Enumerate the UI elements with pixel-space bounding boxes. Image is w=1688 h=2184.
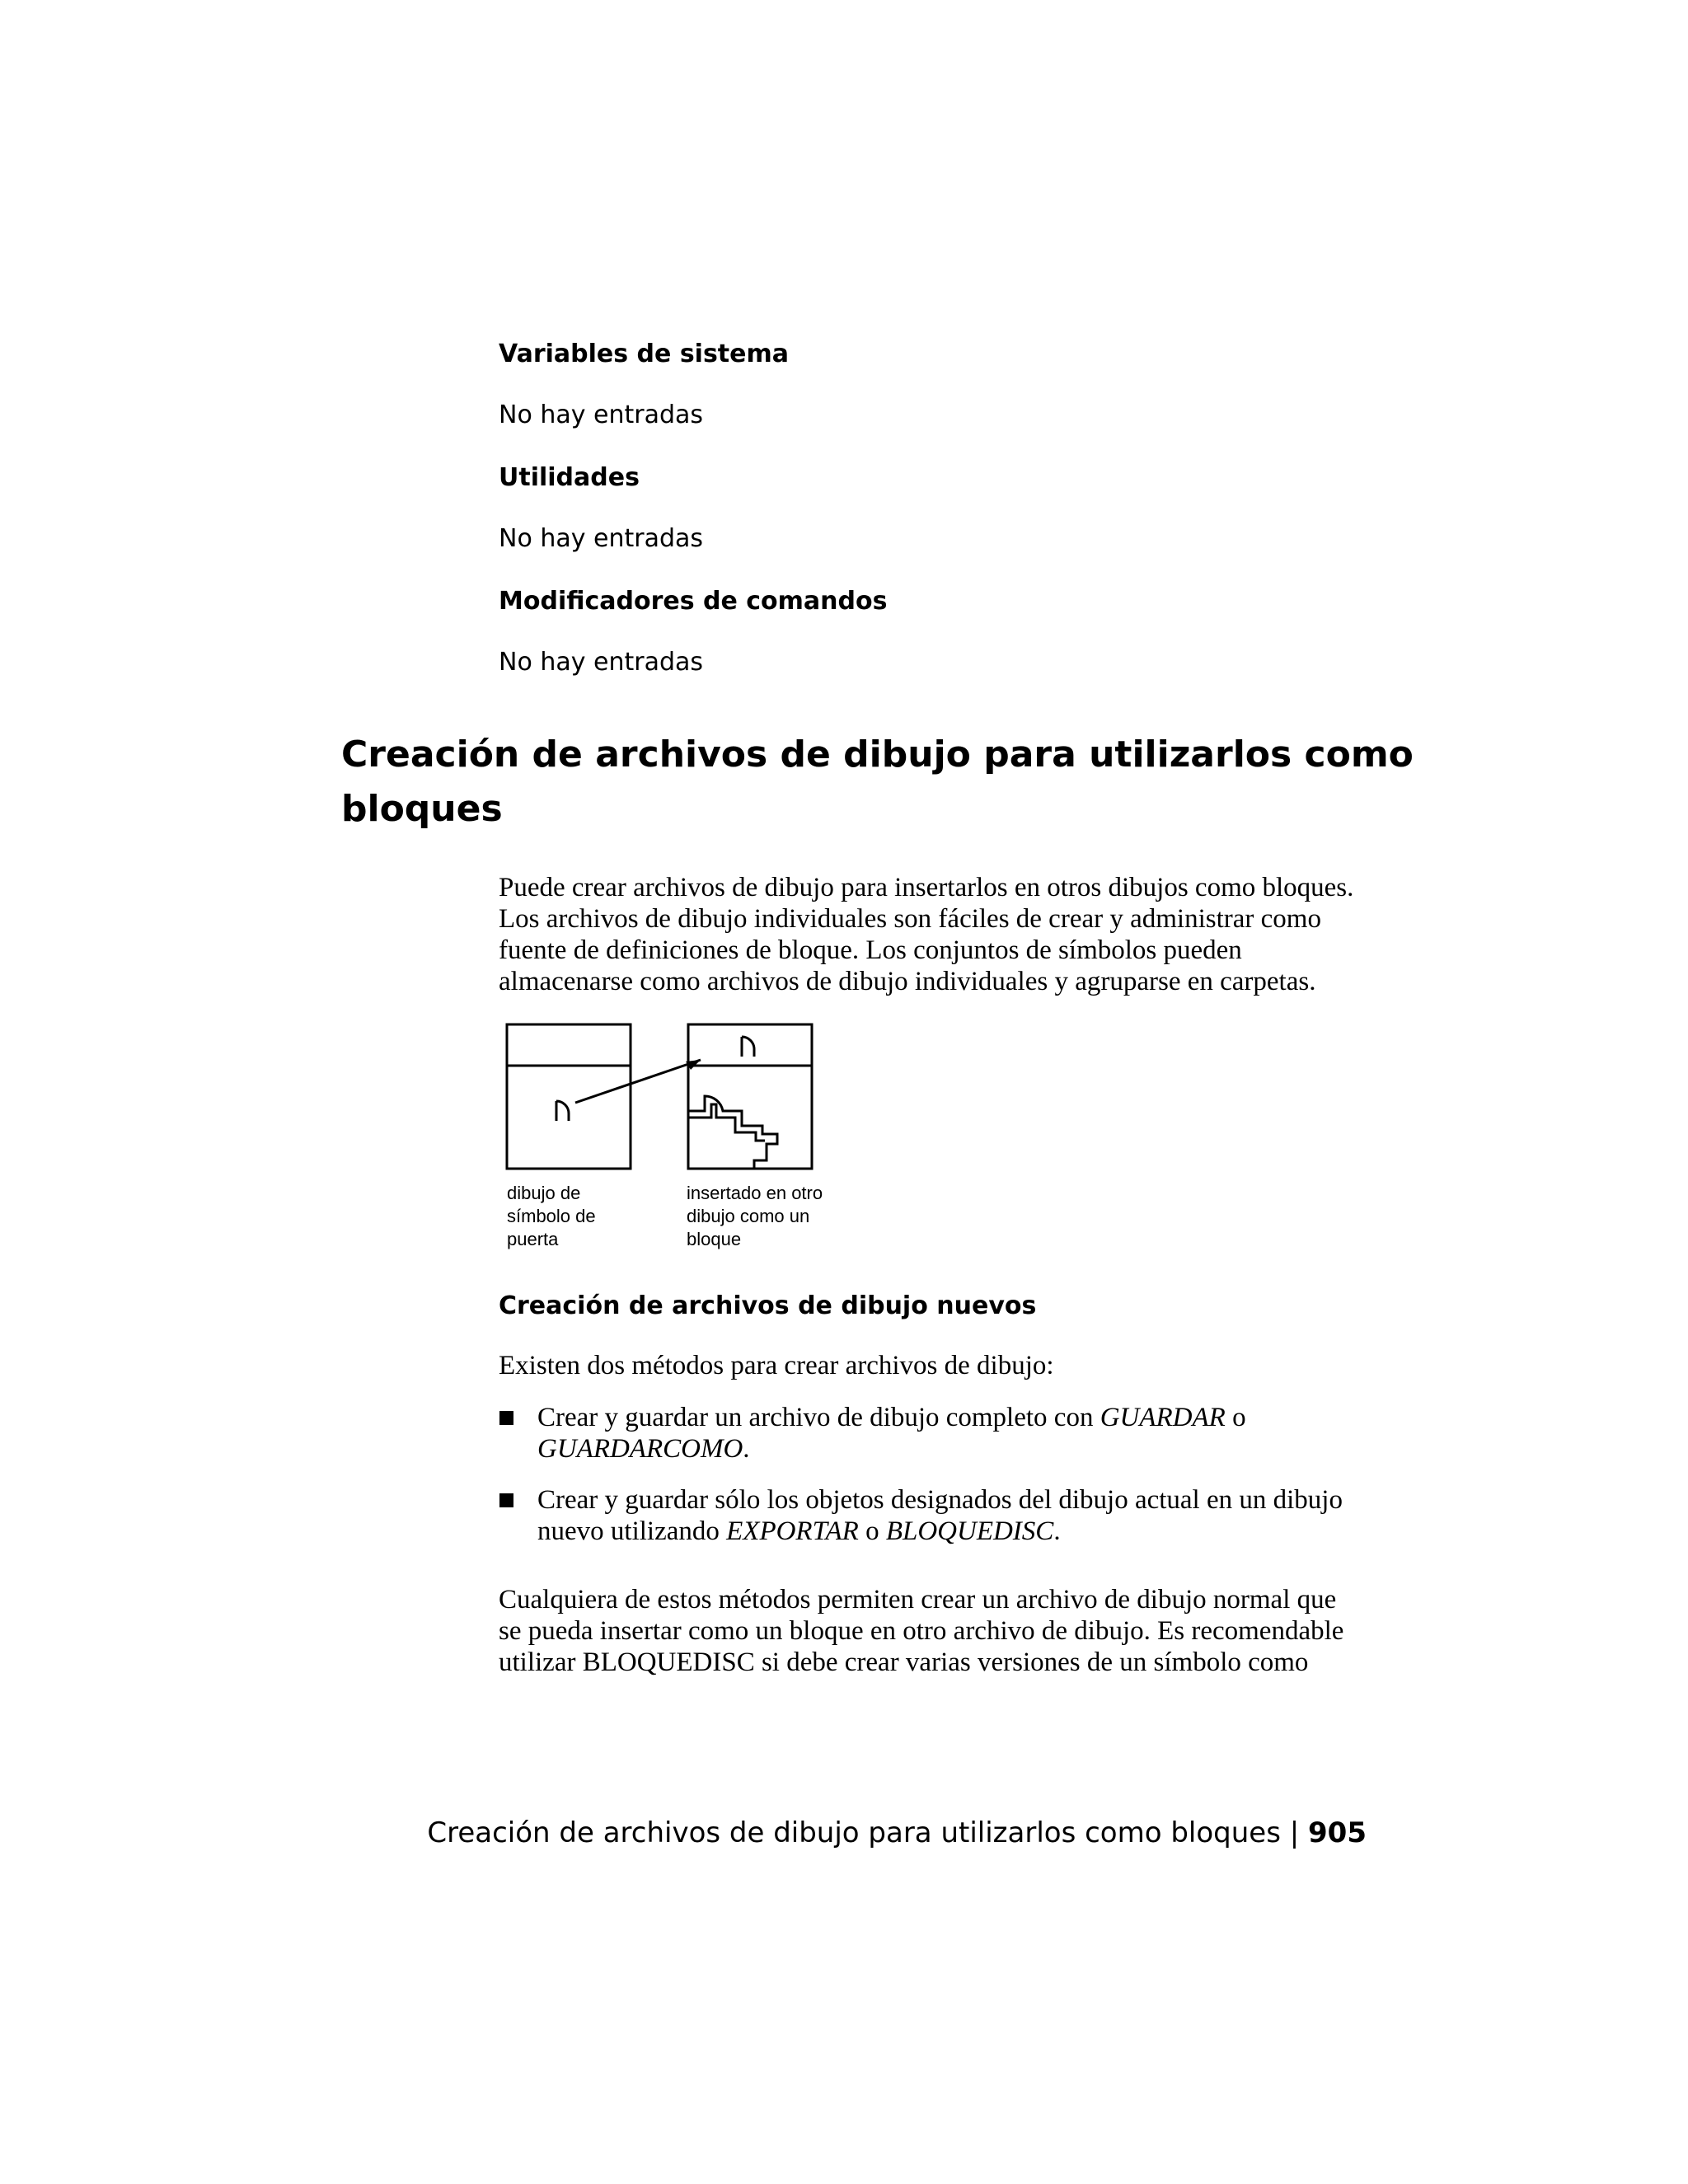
closing-line: se pueda insertar como un bloque en otro archivo de dibujo. Es recomendable <box>499 1616 1344 1646</box>
figure-label-right: insertado en otro dibujo como un bloque <box>687 1183 823 1249</box>
intro-paragraph <box>499 872 1353 997</box>
door-symbol-left <box>556 1101 569 1121</box>
heading-creacion-archivos-nuevos: Creación de archivos de dibujo nuevos <box>499 1291 1037 1320</box>
heading-modificadores-de-comandos: Modificadores de comandos <box>499 587 888 616</box>
variables-text: No hay entradas <box>499 401 704 429</box>
block-insertion-figure <box>503 1020 832 1173</box>
figure-label-left: dibujo de símbolo de puerta <box>507 1183 596 1249</box>
floor-plan-wall-outer <box>688 1096 777 1169</box>
bullet-item-1: Crear y guardar un archivo de dibujo completo con GUARDAR o GUARDARCOMO. <box>537 1403 1246 1464</box>
page-footer <box>427 1816 1367 1849</box>
modificadores-text: No hay entradas <box>499 648 704 677</box>
bullet-item-2: Crear y guardar sólo los objetos designados del dibujo actual en un dibujo nuevo utilizando EXPORTAR o BLOQUEDISC. <box>537 1485 1343 1546</box>
footer-title: Creación de archivos de dibujo para utilizarlos como bloques <box>427 1816 1281 1849</box>
closing-line: Cualquiera de estos métodos permiten crear un archivo de dibujo normal que <box>499 1585 1337 1615</box>
footer-separator: | <box>1289 1816 1300 1849</box>
bullet-square-icon <box>499 1493 513 1507</box>
page-number: 905 <box>1308 1816 1367 1849</box>
intro-line: Los archivos de dibujo individuales son fáciles de crear y administrar como <box>499 904 1321 934</box>
page-title-line-2: bloques <box>341 788 503 830</box>
left-drawing-frame <box>507 1024 631 1169</box>
intro-line: fuente de definiciones de bloque. Los conjuntos de símbolos pueden <box>499 935 1242 965</box>
intro-line: Puede crear archivos de dibujo para insertarlos en otros dibujos como bloques. <box>499 873 1354 902</box>
methods-lead: Existen dos métodos para crear archivos de dibujo: <box>499 1351 1054 1380</box>
bullet-square-icon <box>499 1411 513 1425</box>
utilidades-text: No hay entradas <box>499 524 704 553</box>
intro-line: almacenarse como archivos de dibujo individuales y agruparse en carpetas. <box>499 967 1316 996</box>
closing-paragraph <box>499 1584 1343 1678</box>
door-symbol-right <box>742 1037 754 1057</box>
heading-variables-de-sistema: Variables de sistema <box>499 340 790 368</box>
closing-line: utilizar BLOQUEDISC si debe crear varias versiones de un símbolo como <box>499 1647 1309 1677</box>
page-title-line-1: Creación de archivos de dibujo para utilizarlos como <box>341 733 1414 776</box>
heading-utilidades: Utilidades <box>499 463 640 492</box>
